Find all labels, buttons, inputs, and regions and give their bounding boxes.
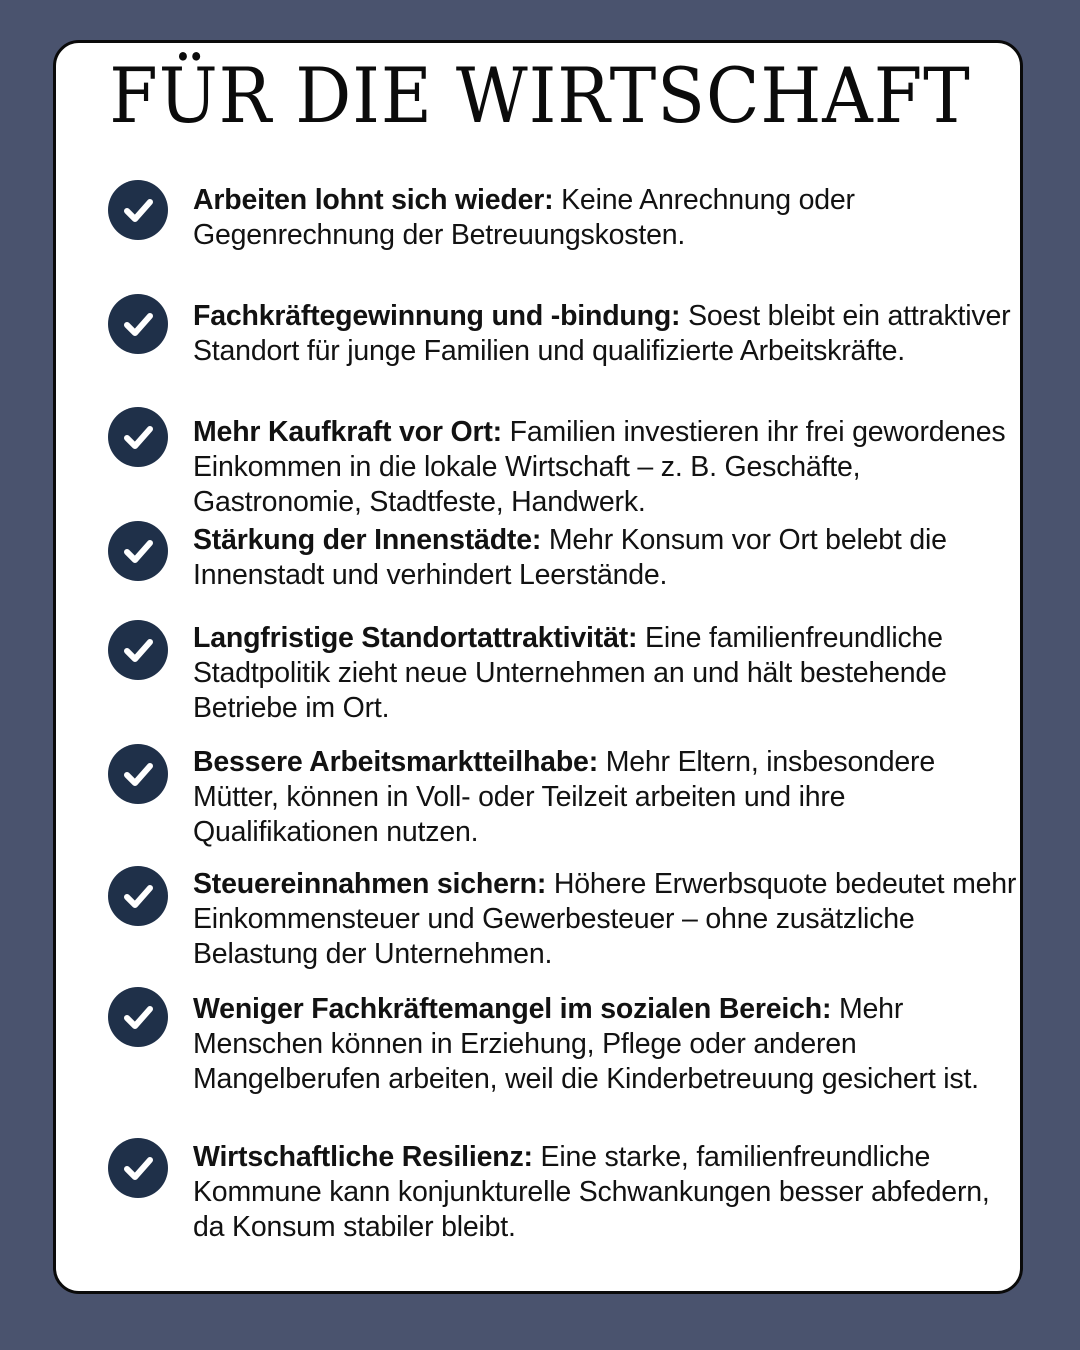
check-circle-icon: [108, 407, 168, 467]
list-item-description: Mehr Eltern, insbesondere Mütter, können in Voll- oder Teilzeit arbeiten und ihre Qualifikationen nutzen.: [193, 746, 935, 848]
list-item-description: Mehr Konsum vor Ort belebt die Innenstadt und verhindert Leerstände.: [193, 524, 947, 591]
list-item-text: [193, 867, 1028, 972]
check-circle-icon: [108, 1138, 168, 1198]
list-item-heading: Stärkung der Innenstädte:: [193, 524, 542, 556]
list-item-heading: Langfristige Standortattraktivität:: [193, 622, 638, 654]
list-item-text: [193, 1140, 1028, 1245]
list-item-text: [193, 523, 1028, 593]
list-item-description: Eine starke, familienfreundliche Kommune kann konjunkturelle Schwankungen besser abfedern, da Konsum stabiler bleibt.: [193, 1141, 990, 1243]
list-item-description: Eine familienfreundliche Stadtpolitik zieht neue Unternehmen an und hält bestehende Betriebe im Ort.: [193, 622, 947, 724]
list-item-text: [193, 183, 1028, 253]
list-item-text: [193, 415, 1028, 520]
list-item-text: [193, 992, 1028, 1097]
list-item-text: [193, 299, 1028, 369]
list-item-heading: Mehr Kaufkraft vor Ort:: [193, 416, 502, 448]
list-item-description: Soest bleibt ein attraktiver Standort für junge Familien und qualifizierte Arbeitskräfte.: [193, 300, 1011, 367]
list-item-description: Höhere Erwerbsquote bedeutet mehr Einkommensteuer und Gewerbesteuer – ohne zusätzliche Belastung der Unternehmen.: [193, 868, 1017, 970]
list-item-description: Keine Anrechnung oder Gegenrechnung der Betreuungskosten.: [193, 184, 855, 251]
check-circle-icon: [108, 294, 168, 354]
list-item-heading: Arbeiten lohnt sich wieder:: [193, 184, 554, 216]
list-item-heading: Steuereinnahmen sichern:: [193, 868, 547, 900]
check-circle-icon: [108, 744, 168, 804]
list-item-text: [193, 745, 1028, 850]
list-item-description: Familien investieren ihr frei gewordenes Einkommen in die lokale Wirtschaft – z. B. Geschäfte, Gastronomie, Stadtfeste, Handwerk.: [193, 416, 1006, 518]
list-item-text: [193, 621, 1028, 726]
list-item-heading: Weniger Fachkräftemangel im sozialen Bereich:: [193, 993, 832, 1025]
list-item-heading: Fachkräftegewinnung und -bindung:: [193, 300, 681, 332]
check-circle-icon: [108, 180, 168, 240]
check-circle-icon: [108, 987, 168, 1047]
list-item-description: Mehr Menschen können in Erziehung, Pflege oder anderen Mangelberufen arbeiten, weil die Kinderbetreuung gesichert ist.: [193, 993, 979, 1095]
check-circle-icon: [108, 521, 168, 581]
check-circle-icon: [108, 620, 168, 680]
page-title: FÜR DIE WIRTSCHAFT: [109, 51, 971, 140]
check-circle-icon: [108, 866, 168, 926]
list-item-heading: Wirtschaftliche Resilienz:: [193, 1141, 533, 1173]
list-item-heading: Bessere Arbeitsmarktteilhabe:: [193, 746, 598, 778]
